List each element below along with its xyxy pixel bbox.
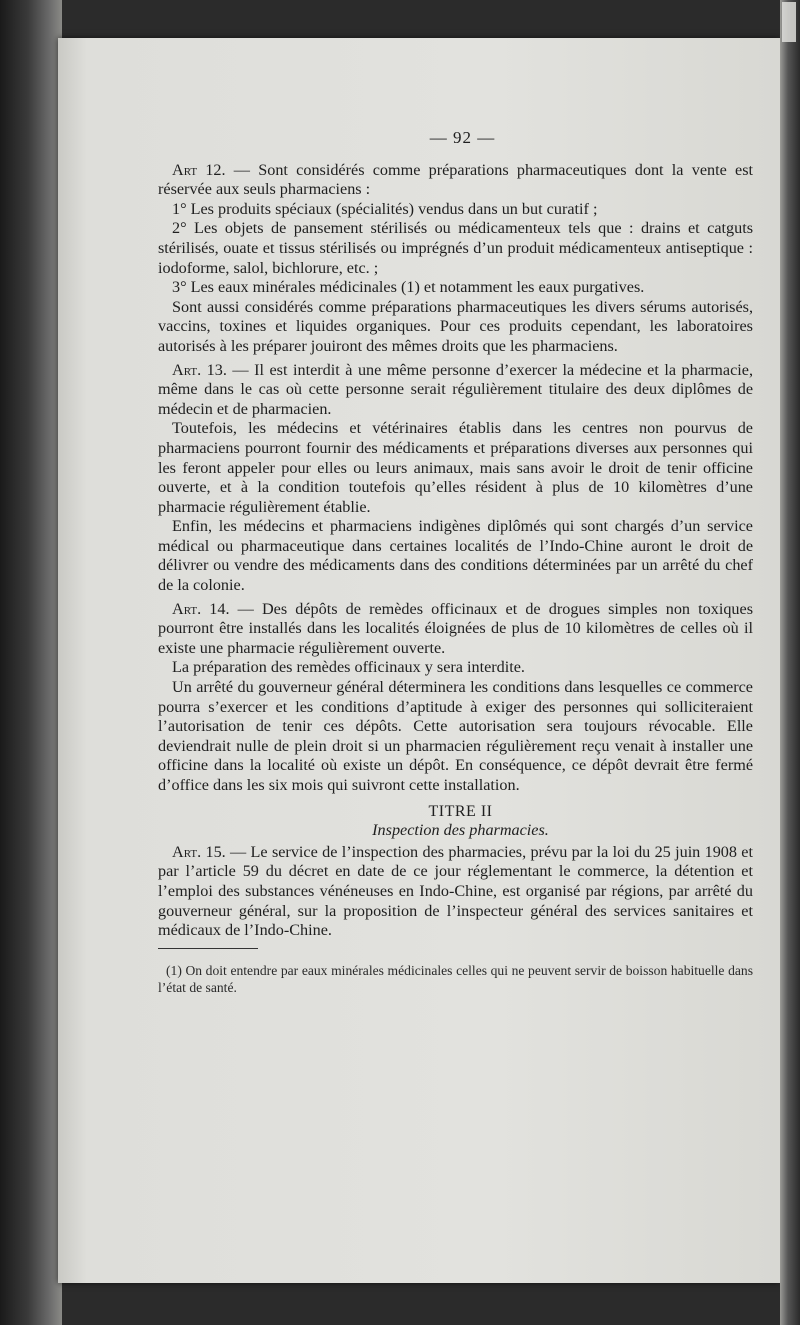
article-13-label: Art <box>172 360 198 379</box>
article-14-text: . 14. — Des dépôts de remèdes officinaux et de drogues simples non toxiques pourront être installés dans les localités éloignées de plus de 10 kilomètres de celles où il existe une pharmacie régulièrement ouverte. <box>158 599 753 657</box>
article-12-paragraph: Sont aussi considérés comme préparations pharmaceutiques les divers sérums autorisés, vaccins, toxines et liquides organiques. Pour ces produits cependant, les laboratoires autorisés à les préparer jouiront des mêmes droits que les pharmaciens. <box>158 297 753 355</box>
footnote-divider <box>158 948 258 949</box>
section-subtitle: Inspection des pharmacies. <box>372 821 549 840</box>
article-12-intro <box>158 161 753 200</box>
section-title: TITRE II <box>428 802 493 820</box>
page-content <box>158 128 753 1010</box>
article-12-label: Art <box>172 160 198 179</box>
article-15-label: Art <box>172 842 198 861</box>
article-15-intro <box>158 843 753 941</box>
article-13-intro <box>158 361 753 420</box>
footnote: (1) On doit entendre par eaux minérales médicinales celles qui ne peuvent servir de boisson habituelle dans l’état de santé. <box>158 963 753 996</box>
article-14-paragraph-2: Un arrêté du gouverneur général déterminera les conditions dans lesquelles ce commerce pourra s’exercer et les conditions d’aptitude à exiger des personnes qui solliciteraient l’autorisation de tenir ces dépôts. Cette autorisation sera toujours révocable. Elle deviendrait nulle de plein droit si un pharmacien régulièrement reçu venait à installer une officine dans la localité où existe un dépôt. En conséquence, ce dépôt devrait être fermé d’office dans les six mois qui suivront cette installation. <box>158 678 753 794</box>
article-12-item-3: 3° Les eaux minérales médicinales (1) et notamment les eaux purgatives. <box>172 278 645 297</box>
article-12-item-1: 1° Les produits spéciaux (spécialités) vendus dans un but curatif ; <box>172 199 598 218</box>
book-binding-edge <box>0 0 62 1325</box>
article-14-label: Art <box>172 599 198 618</box>
article-14-paragraph-1: La préparation des remèdes officinaux y sera interdite. <box>172 658 525 677</box>
page-number: — 92 — <box>429 128 496 147</box>
article-13-text: . 13. — Il est interdit à une même personne d’exercer la médecine et la pharmacie, même dans le cas où cette personne serait régulièrement titulaire des deux diplômes de médecin et de pharmacien. <box>158 360 753 418</box>
article-12-text: 12. — Sont considérés comme préparations pharmaceutiques dont la vente est réservée aux seuls pharmaciens : <box>158 160 753 199</box>
article-12-item-2: 2° Les objets de pansement stérilisés ou médicamenteux tels que : drains et catguts stérilisés, ouate et tissus stérilisés ou imprégnés d’un produit médicamenteux antiseptique : iodoforme, salol, bichlorure, etc. ; <box>158 219 753 277</box>
article-13-paragraph-2: Enfin, les médecins et pharmaciens indigènes diplômés qui sont chargés d’un service médical ou pharmaceutique dans certaines localités de l’Indo-Chine auront le droit de délivrer ou vendre des médicaments dans des conditions déterminées par un arrêté du chef de la colonie. <box>158 517 753 595</box>
article-14-intro <box>158 600 753 659</box>
corner-mark <box>782 2 796 42</box>
article-13-paragraph-1: Toutefois, les médecins et vétérinaires établis dans les centres non pourvus de pharmaciens pourront fournir des médicaments et préparations diverses aux personnes qui les feront appeler pour elles ou leurs animaux, mais sans avoir le droit de tenir officine ouverte, et à la condition toutefois qu’elles résident à plus de 10 kilomètres d’une pharmacie régulièrement établie. <box>158 419 753 516</box>
article-15-text: . 15. — Le service de l’inspection des pharmacies, prévu par la loi du 25 juin 1908 et par l’article 59 du décret en date de ce jour réglementant le commerce, la détention et l’emploi des substances vénéneuses en Indo-Chine, est organisé par régions, par arrêté du gouverneur général, sur la proposition de l’inspecteur général des services sanitaires et médicaux de l’Indo-Chine. <box>158 842 753 940</box>
page-right-edge <box>780 0 800 1325</box>
